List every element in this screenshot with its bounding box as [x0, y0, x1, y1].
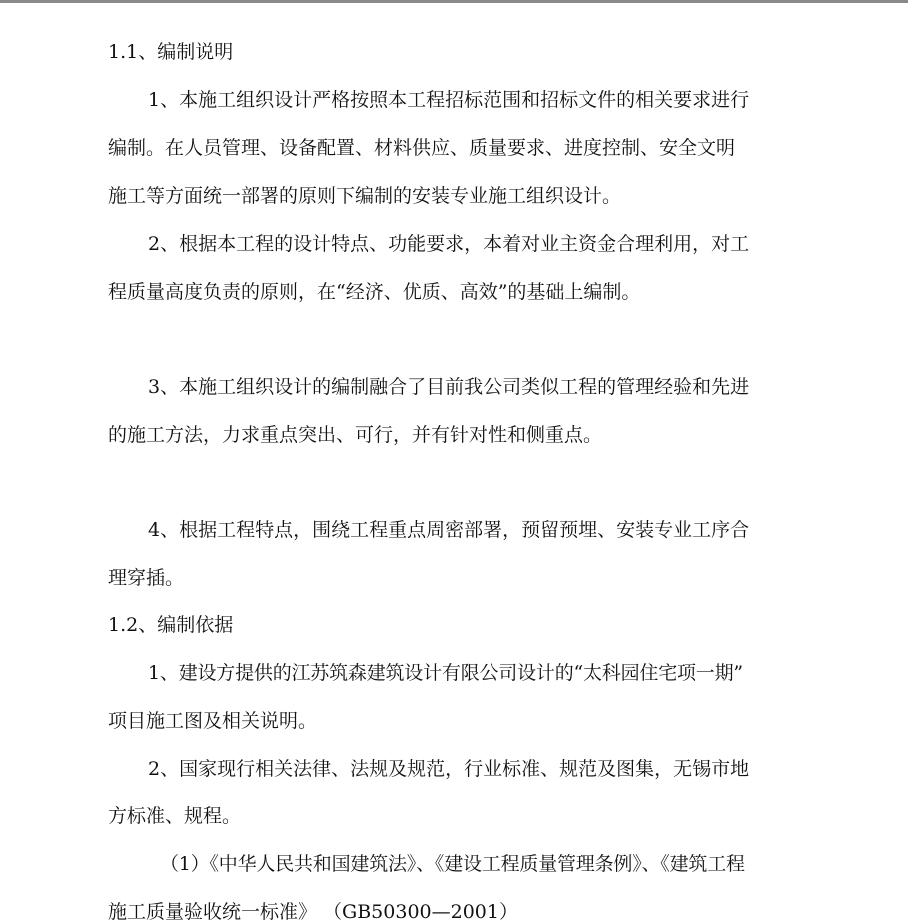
paragraph-5-line-2: 项目施工图及相关说明。 — [108, 710, 318, 732]
paragraph-4-line-1: 4、根据工程特点，围绕工程重点周密部署，预留预埋、安装专业工序合 — [148, 519, 750, 541]
section-heading-1-1: 1.1、编制说明 — [108, 41, 234, 63]
paragraph-1-line-3: 施工等方面统一部署的原则下编制的安装专业施工组织设计。 — [108, 185, 622, 207]
paragraph-2-line-2: 程质量高度负责的原则，在“经济、优质、高效”的基础上编制。 — [108, 281, 641, 303]
paragraph-3-line-1: 3、本施工组织设计的编制融合了目前我公司类似工程的管理经验和先进 — [148, 376, 750, 398]
paragraph-3-line-2: 的施工方法，力求重点突出、可行，并有针对性和侧重点。 — [108, 424, 603, 446]
paragraph-5-line-1: 1、建设方提供的江苏筑森建筑设计有限公司设计的“太科园住宅项一期” — [148, 662, 743, 684]
list-item-1-line-1: （1）《中华人民共和国建筑法》、《建设工程质量管理条例》、《建筑工程 — [160, 853, 745, 875]
section-heading-1-2: 1.2、编制依据 — [108, 614, 234, 636]
paragraph-6-line-1: 2、国家现行相关法律、法规及规范，行业标准、规范及图集，无锡市地 — [148, 758, 750, 780]
paragraph-6-line-2: 方标准、规程。 — [108, 805, 242, 827]
top-rule — [0, 0, 908, 3]
paragraph-1-line-1: 1、本施工组织设计严格按照本工程招标范围和招标文件的相关要求进行 — [148, 89, 750, 111]
list-item-1-line-2: 施工质量验收统一标准》 （GB50300—2001） — [108, 901, 518, 923]
paragraph-4-line-2: 理穿插。 — [108, 567, 185, 589]
paragraph-1-line-2: 编制。在人员管理、设备配置、材料供应、质量要求、进度控制、安全文明 — [108, 137, 736, 159]
paragraph-2-line-1: 2、根据本工程的设计特点、功能要求，本着对业主资金合理利用，对工 — [148, 233, 750, 255]
